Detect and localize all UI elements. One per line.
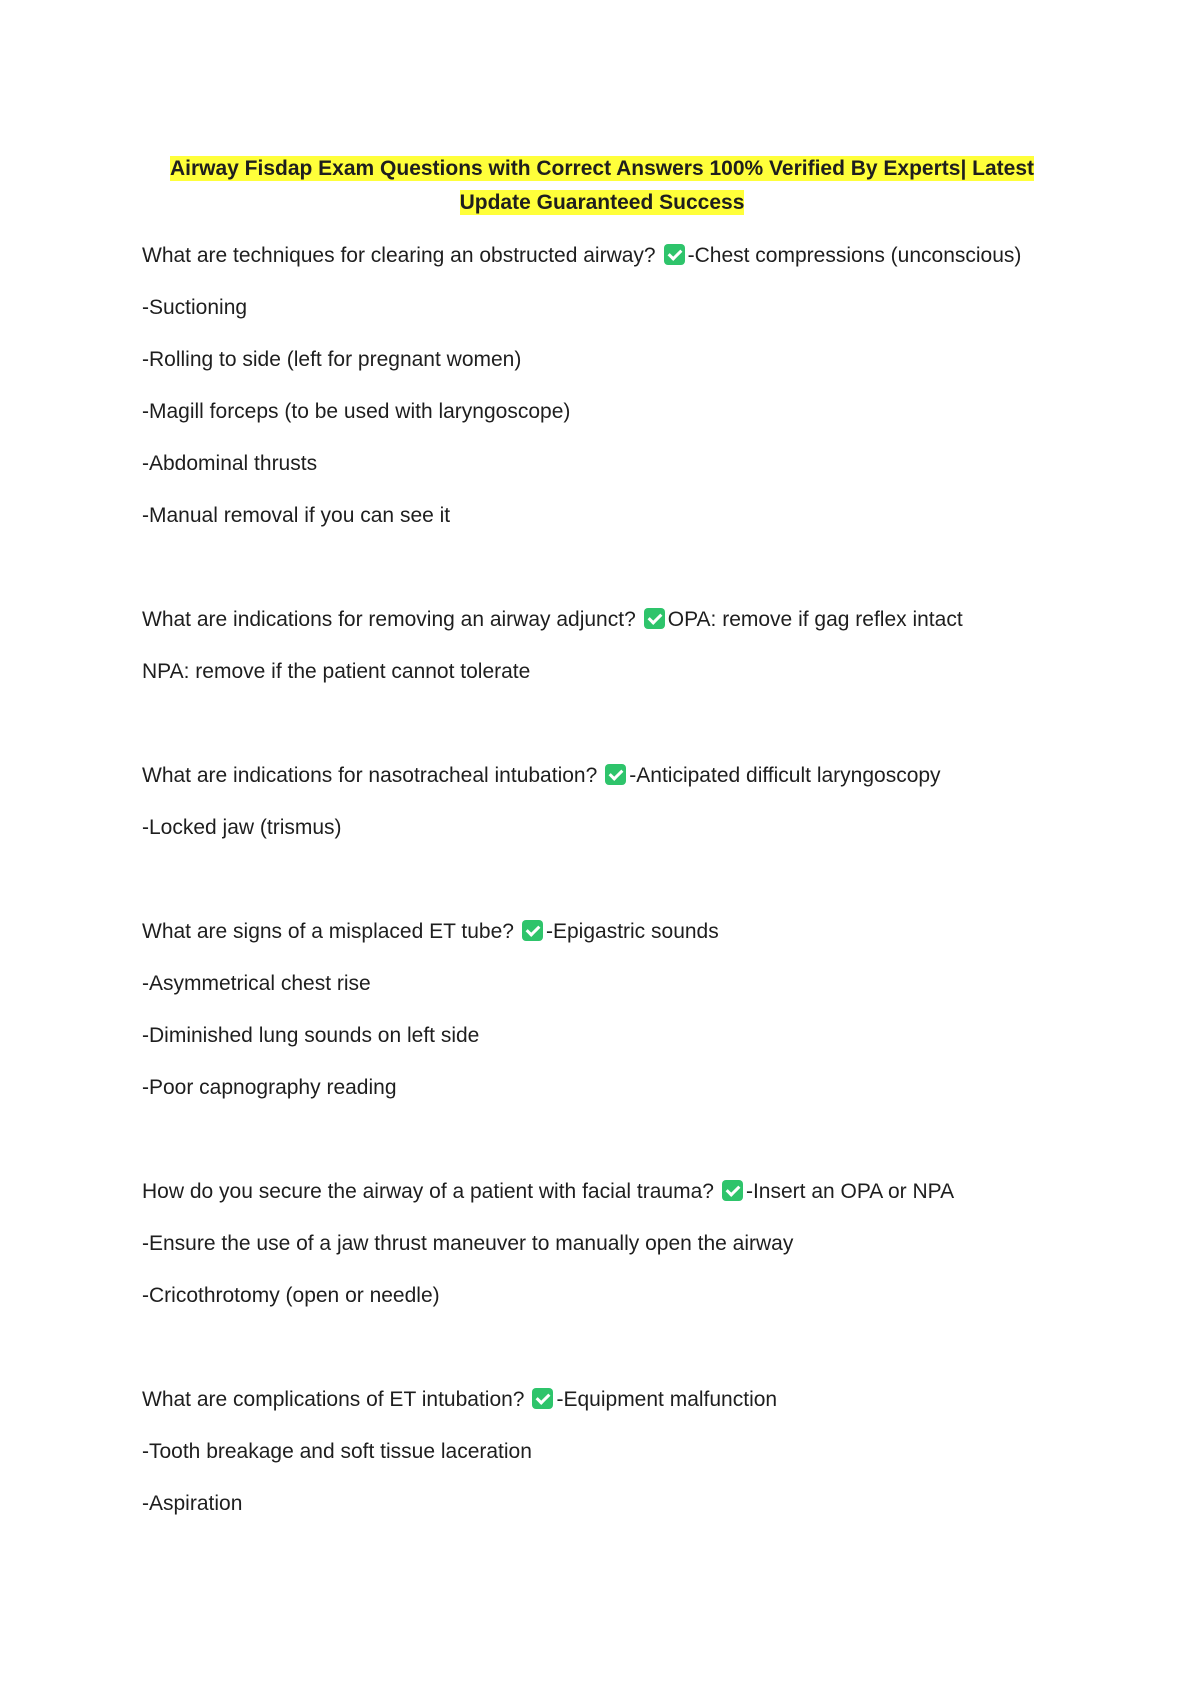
question-line <box>142 1166 1062 1218</box>
qa-block <box>142 750 1062 854</box>
answer-text: -Anticipated difficult laryngoscopy <box>629 764 941 787</box>
answer-line: -Asymmetrical chest rise <box>142 972 371 995</box>
document-title <box>142 152 1062 220</box>
checkmark-icon <box>644 608 665 629</box>
answer-line: -Magill forceps (to be used with laryngoscope) <box>142 400 571 423</box>
question-line <box>142 906 1062 958</box>
question-text: What are indications for nasotracheal intubation? <box>142 764 598 787</box>
answer-line: -Cricothrotomy (open or needle) <box>142 1284 440 1307</box>
question-line <box>142 750 1062 802</box>
answer-text: -Chest compressions (unconscious) <box>687 244 1022 267</box>
answer-line: -Rolling to side (left for pregnant women) <box>142 348 522 371</box>
question-text: What are signs of a misplaced ET tube? <box>142 920 514 943</box>
answer-line: -Suctioning <box>142 296 248 319</box>
qa-list <box>142 230 1062 1530</box>
checkmark-icon <box>664 244 685 265</box>
answer-line: -Manual removal if you can see it <box>142 504 451 527</box>
answer-text: -Epigastric sounds <box>545 920 719 943</box>
answer-line: -Poor capnography reading <box>142 1076 397 1099</box>
checkmark-icon <box>605 764 626 785</box>
question-text: What are indications for removing an airway adjunct? <box>142 608 636 631</box>
answer-line: NPA: remove if the patient cannot tolerate <box>142 660 531 683</box>
qa-block <box>142 594 1062 698</box>
question-text: What are techniques for clearing an obstructed airway? <box>142 244 656 267</box>
question-line <box>142 594 1062 646</box>
document-title-text: Airway Fisdap Exam Questions with Correct Answers 100% Verified By Experts| Latest Update Guaranteed Success <box>169 157 1035 214</box>
answer-line: -Locked jaw (trismus) <box>142 816 342 839</box>
answer-text: OPA: remove if gag reflex intact <box>667 608 963 631</box>
answer-line: -Tooth breakage and soft tissue laceration <box>142 1440 532 1463</box>
question-line <box>142 1374 1062 1426</box>
checkmark-icon <box>522 920 543 941</box>
qa-block <box>142 1374 1062 1530</box>
qa-block <box>142 906 1062 1114</box>
answer-text: -Insert an OPA or NPA <box>745 1180 955 1203</box>
question-line <box>142 230 1062 282</box>
qa-block <box>142 230 1062 542</box>
answer-line: -Ensure the use of a jaw thrust maneuver to manually open the airway <box>142 1232 794 1255</box>
qa-block <box>142 1166 1062 1322</box>
checkmark-icon <box>722 1180 743 1201</box>
answer-line: -Aspiration <box>142 1492 243 1515</box>
question-text: What are complications of ET intubation? <box>142 1388 525 1411</box>
answer-line: -Abdominal thrusts <box>142 452 318 475</box>
answer-text: -Equipment malfunction <box>556 1388 778 1411</box>
checkmark-icon <box>532 1388 553 1409</box>
answer-line: -Diminished lung sounds on left side <box>142 1024 480 1047</box>
question-text: How do you secure the airway of a patient with facial trauma? <box>142 1180 714 1203</box>
document-page <box>142 152 1062 1530</box>
